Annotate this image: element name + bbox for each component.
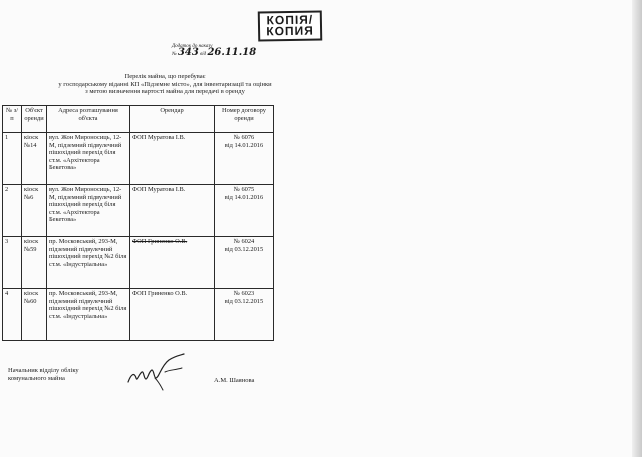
cell-tenant: ФОП Муратова І.В.: [130, 185, 215, 237]
header-object: Об'єкт оренди: [22, 106, 47, 133]
cell-no: 1: [3, 133, 22, 185]
contract-date: від 14.01.2016: [224, 141, 264, 149]
cell-address: вул. Жон Мироносиць, 12-М, підземний підвулечний пішохідний перехід біля ст.м. «Архітектора Бекетова»: [47, 185, 130, 237]
stamp-line-2: КОПИЯ: [266, 23, 314, 39]
cell-tenant: ФОП Гриненко О.В.: [130, 289, 215, 341]
cell-address: пр. Московський, 293-М, підземний підвулечний пішохідний перехід №2 біля ст.м. «Індустріальна»: [47, 237, 130, 289]
stamp-line-1: КОПІЯ/: [266, 12, 314, 28]
appendix-prefix: Додаток до наказу: [172, 44, 213, 49]
signer-name: А.М. Шаянова: [214, 377, 255, 384]
contract-number: № 6076: [233, 134, 255, 141]
signer-position: Начальник відділу обліку комунального майна: [8, 367, 79, 382]
handwritten-signature: [125, 352, 187, 392]
tenant-name-struck: ФОП Гриненко О.В.: [132, 238, 188, 245]
cell-contract: [215, 289, 274, 341]
appendix-reference: [172, 44, 256, 58]
cell-contract: [215, 237, 274, 289]
property-table: [2, 105, 274, 341]
cell-no: 4: [3, 289, 22, 341]
contract-date: від 14.01.2016: [224, 193, 264, 201]
header-address: Адреса розташування об'єкта: [47, 106, 130, 133]
contract-number: № 6023: [233, 290, 255, 297]
appendix-date-label: від: [200, 52, 207, 57]
contract-date: від 03.12.2015: [224, 245, 264, 253]
cell-contract: [215, 133, 274, 185]
appendix-date: 26.11.18: [207, 47, 257, 58]
cell-object: кіоск №14: [22, 133, 47, 185]
table-row: [3, 289, 274, 341]
cell-object: кіоск №59: [22, 237, 47, 289]
cell-tenant: ФОП Муратова І.В.: [130, 133, 215, 185]
cell-object: кіоск №60: [22, 289, 47, 341]
document-heading: [0, 73, 330, 96]
copy-stamp: [258, 10, 323, 41]
table-row: [3, 185, 274, 237]
cell-no: 2: [3, 185, 22, 237]
table-row: [3, 133, 274, 185]
header-no: № з/п: [3, 106, 22, 133]
heading-line-2: у господарському віданні КП «Підземне місто», для інвентаризації та оцінки: [58, 80, 272, 88]
cell-tenant: [130, 237, 215, 289]
contract-number: № 6075: [233, 186, 255, 193]
table-row: [3, 237, 274, 289]
heading-line-1: Перелік майна, що перебуває: [124, 73, 206, 80]
contract-number: № 6024: [233, 238, 255, 245]
cell-contract: [215, 185, 274, 237]
contract-date: від 03.12.2015: [224, 297, 264, 305]
heading-line-3: з метою визначення вартості майна для передачі в оренду: [85, 88, 245, 96]
cell-address: пр. Московський, 293-М, підземний підвулечний пішохідний перехід №2 біля ст.м. «Індустріальна»: [47, 289, 130, 341]
appendix-number: 343: [177, 47, 199, 58]
scan-edge: [632, 0, 642, 457]
header-contract: Номер договору оренди: [215, 106, 274, 133]
cell-no: 3: [3, 237, 22, 289]
cell-address: вул. Жон Мироносиць, 12-М, підземний підвулечний пішохідний перехід біля ст.м. «Архітектора Бекетова»: [47, 133, 130, 185]
header-tenant: Орендар: [130, 106, 215, 133]
table-header-row: [3, 106, 274, 133]
cell-object: кіоск №6: [22, 185, 47, 237]
appendix-number-label: №: [172, 52, 177, 57]
